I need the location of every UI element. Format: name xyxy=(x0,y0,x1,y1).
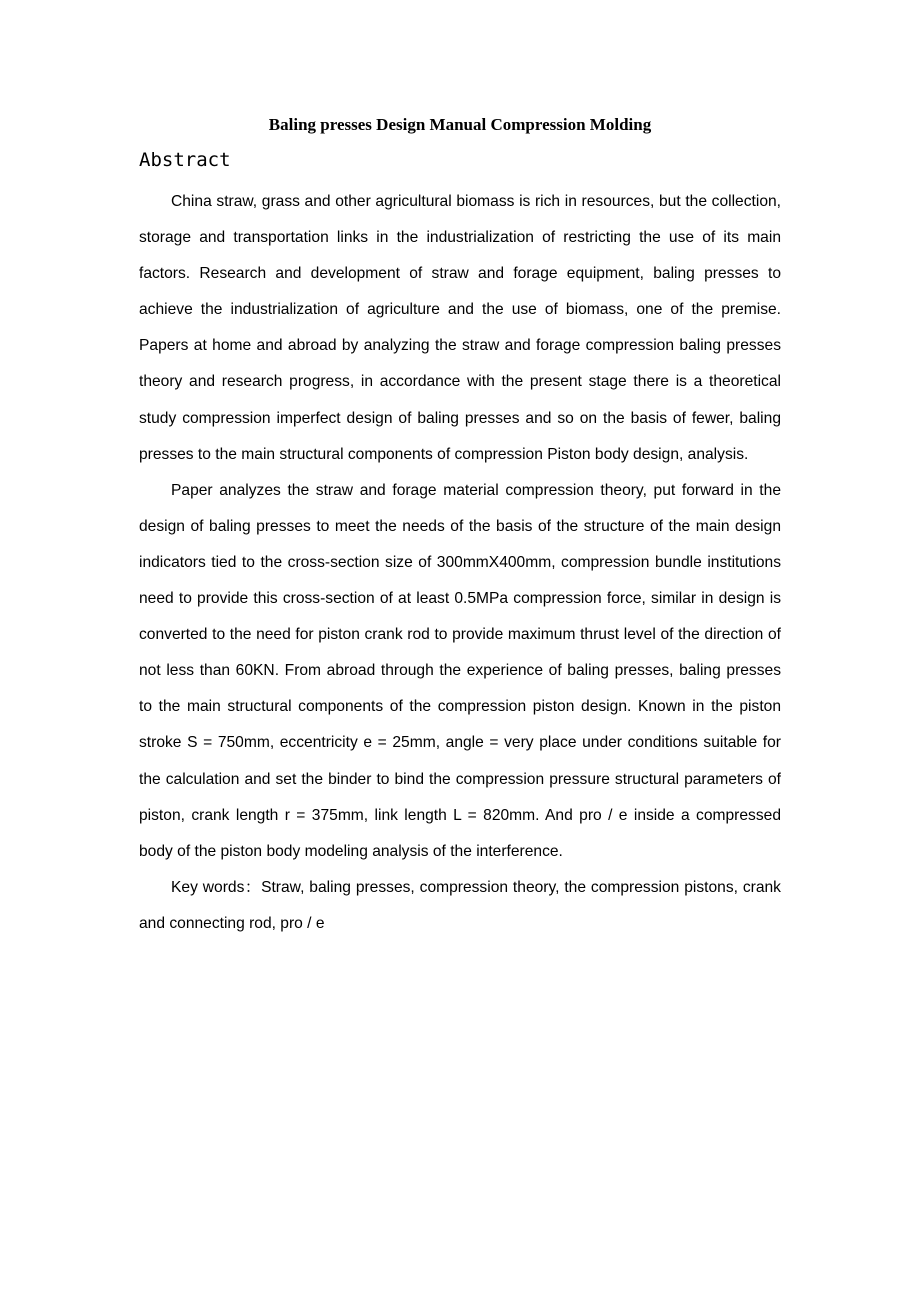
document-title: Baling presses Design Manual Compression Molding xyxy=(268,115,652,134)
abstract-paragraph-2: Paper analyzes the straw and forage material compression theory, put forward in the design of baling presses to meet the needs of the basis of the structure of the main design indicators tied to the cross-section size of 300mmX400mm, compression bundle institutions need to provide this cross-section of at least 0.5MPa compression force, similar in design is converted to the need for piston crank rod to provide maximum thrust level of the direction of not less than 60KN. From abroad through the experience of baling presses, baling presses to the main structural components of the compression piston design. Known in the piston stroke S = 750mm, eccentricity e = 25mm, angle = very place under conditions suitable for the calculation and set the binder to bind the compression pressure structural parameters of piston, crank length r = 375mm, link length L = 820mm. And pro / e inside a compressed body of the piston body modeling analysis of the interference. xyxy=(139,481,781,860)
keywords-text: Straw, baling presses, compression theory, the compression pistons, crank and connecting rod, pro / e xyxy=(139,878,781,932)
abstract-paragraph-1: China straw, grass and other agricultural biomass is rich in resources, but the collection, storage and transportation links in the industrialization of restricting the use of its main factors. Research and development of straw and forage equipment, baling presses to achieve the industrialization of agriculture and the use of biomass, one of the premise. Papers at home and abroad by analyzing the straw and forage compression baling presses theory and research progress, in accordance with the present stage there is a theoretical study compression imperfect design of baling presses and so on the basis of fewer, baling presses to the main structural components of compression Piston body design, analysis. xyxy=(139,193,781,463)
abstract-heading: Abstract xyxy=(139,149,231,171)
keywords-paragraph xyxy=(139,870,781,942)
keywords-label: Key words： xyxy=(171,878,262,896)
abstract-body xyxy=(139,184,781,942)
